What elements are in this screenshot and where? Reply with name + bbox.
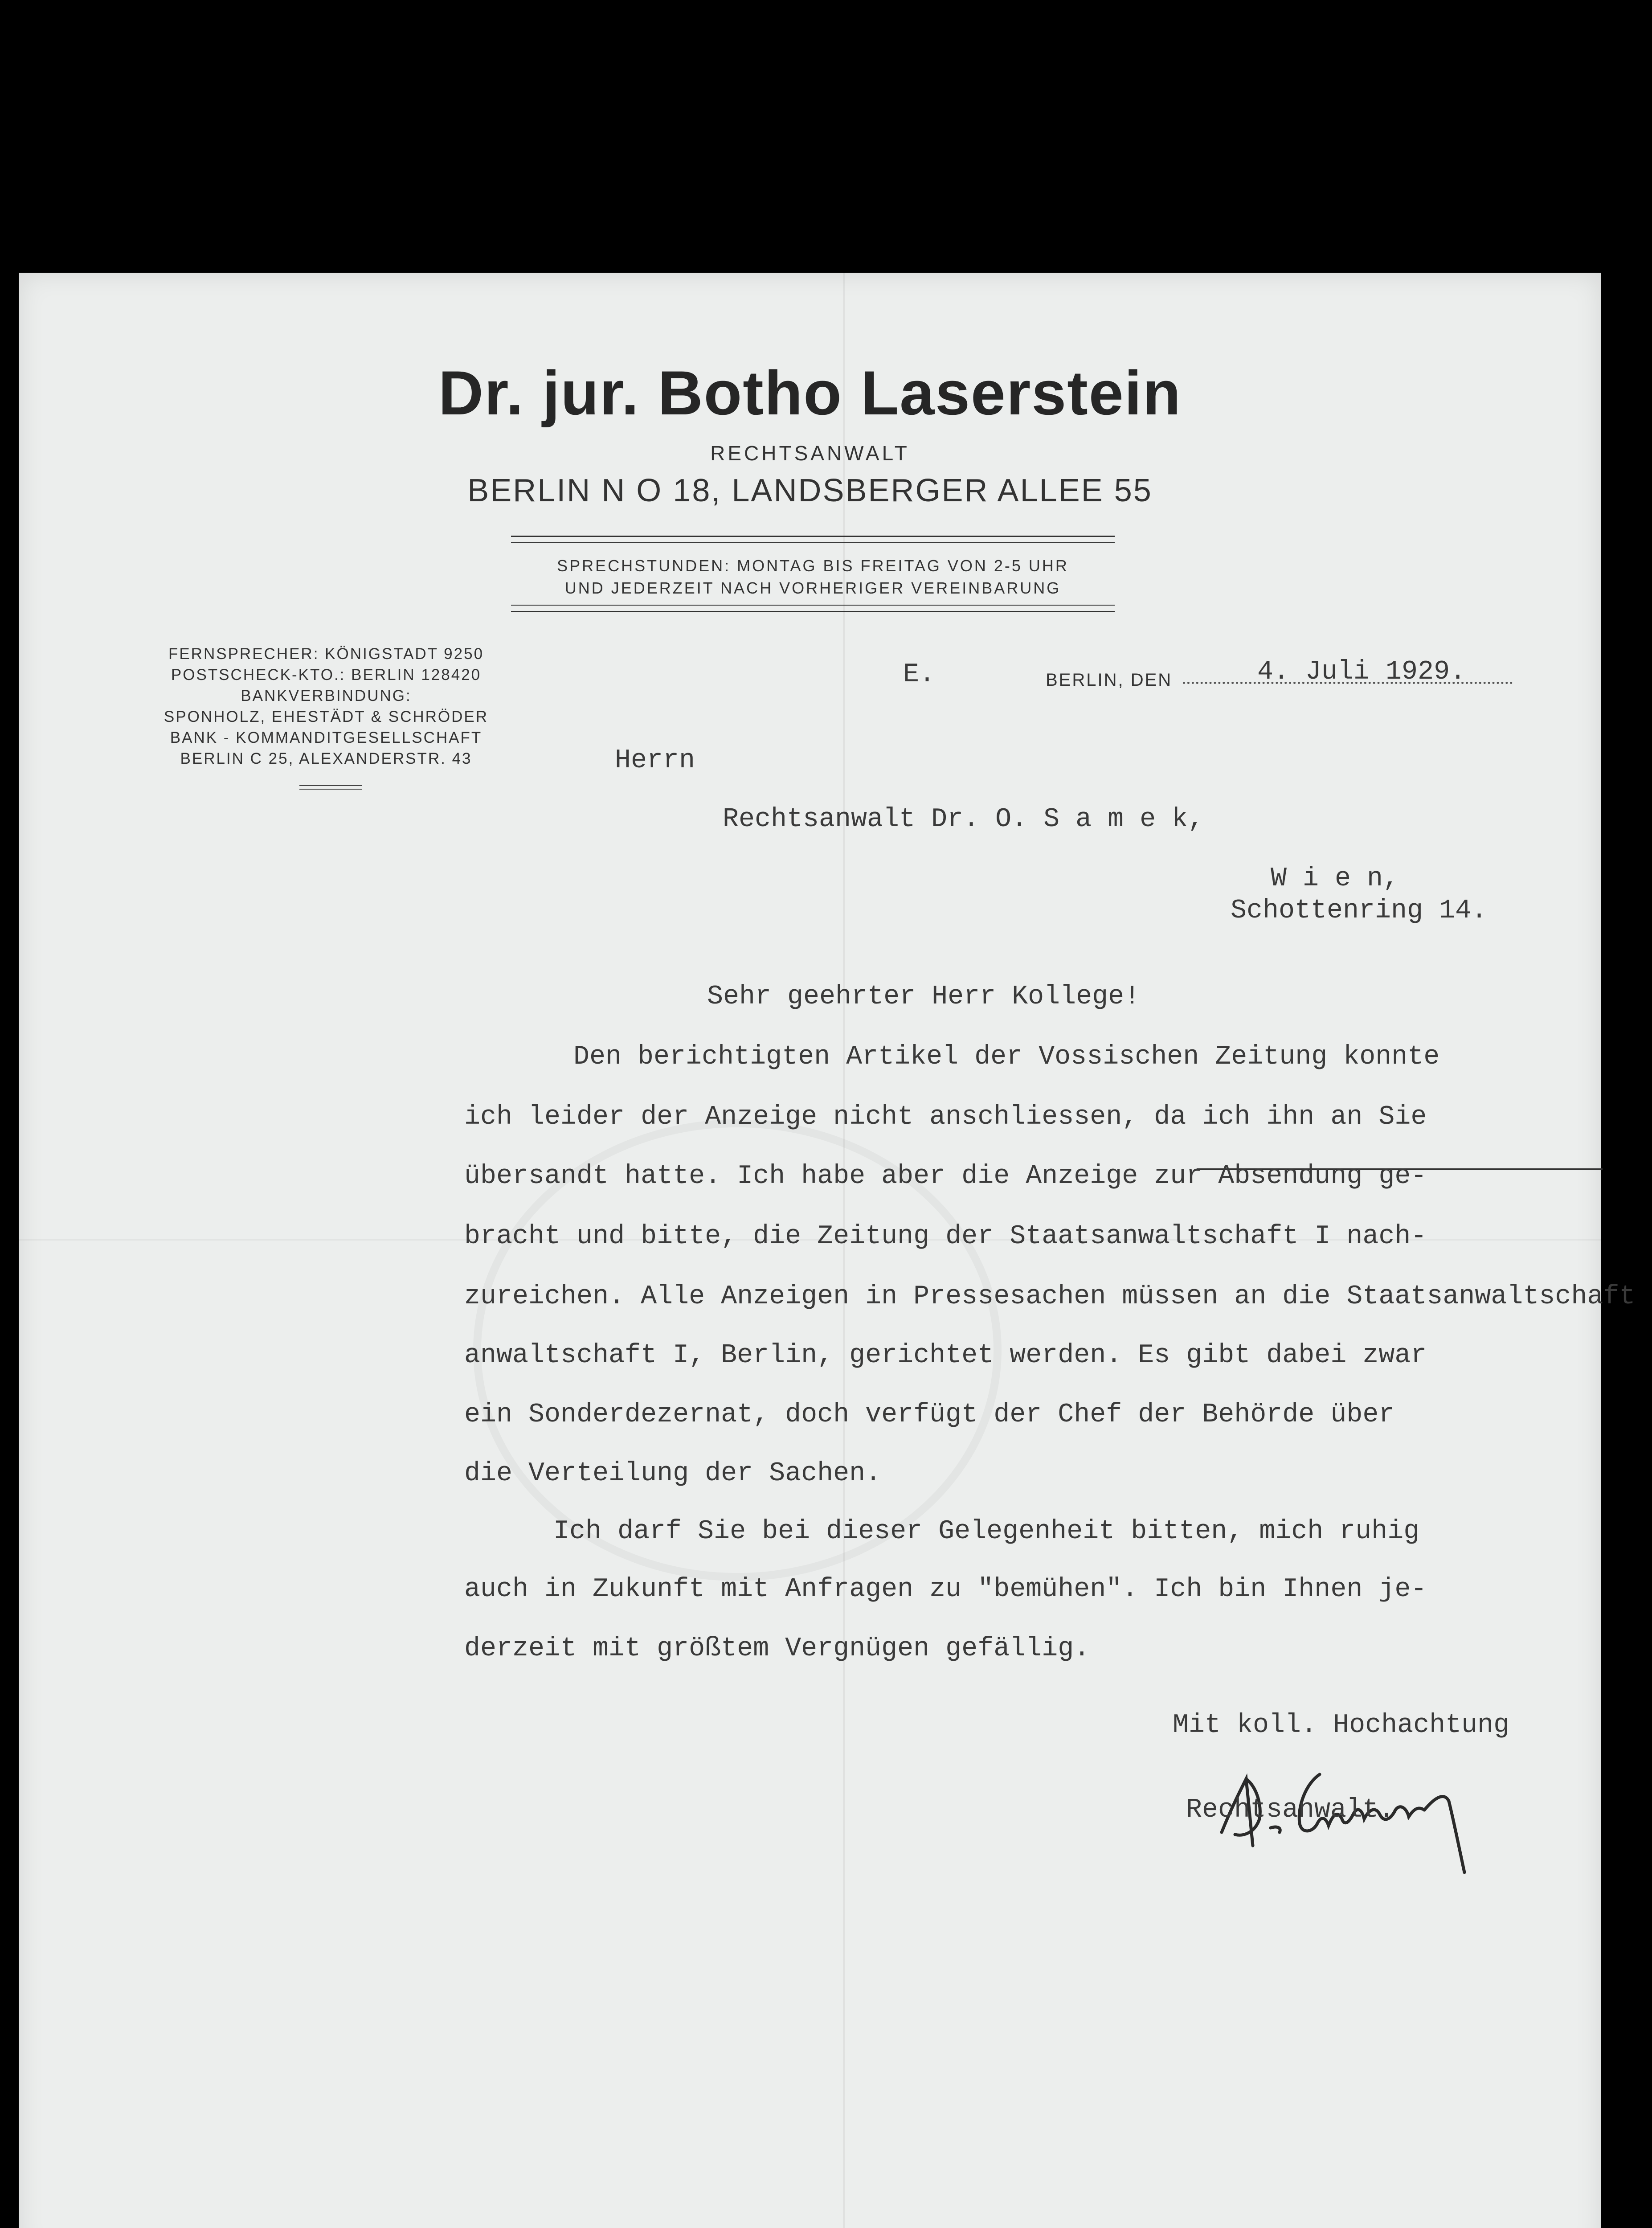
body-line: übersandt hatte. Ich habe aber die Anzeige zur Absendung ge- <box>464 1161 1427 1192</box>
office-hours-line-1: SPRECHSTUNDEN: MONTAG BIS FREITAG VON 2-5 UHR <box>557 557 1069 575</box>
contact-divider <box>299 785 362 790</box>
body-line: ein Sonderdezernat, doch verfügt der Chef der Behörde über <box>464 1400 1395 1430</box>
letter-closing: Mit koll. Hochachtung <box>1173 1710 1510 1741</box>
letterhead-name: Dr. jur. Botho Laserstein <box>438 358 1182 428</box>
contact-bank-type: BANK - KOMMANDITGESELLSCHAFT <box>170 729 483 746</box>
body-line: Den berichtigten Artikel der Vossischen Zeitung konnte <box>573 1042 1440 1072</box>
reference-mark: E. <box>903 659 936 690</box>
body-line: die Verteilung der Sachen. <box>464 1458 882 1489</box>
letter-greeting: Sehr geehrter Herr Kollege! <box>707 982 1141 1012</box>
faint-bleed-through <box>438 2095 470 2132</box>
letterhead-profession: RECHTSANWALT <box>710 442 910 465</box>
office-hours-box <box>511 536 1115 612</box>
letter-date: 4. Juli 1929. <box>1257 657 1466 687</box>
recipient-street: Schottenring 14. <box>1231 896 1488 926</box>
letter-paper <box>19 273 1636 2228</box>
body-line: ich leider der Anzeige nicht anschliessen, da ich ihn an Sie <box>464 1102 1427 1132</box>
body-line: anwaltschaft I, Berlin, gerichtet werden. Es gibt dabei zwar <box>464 1340 1427 1371</box>
letterhead-address: BERLIN N O 18, LANDSBERGER ALLEE 55 <box>467 473 1153 508</box>
contact-bank-address: BERLIN C 25, ALEXANDERSTR. 43 <box>180 750 472 767</box>
body-line: bracht und bitte, die Zeitung der Staatsanwaltschaft I nach- <box>464 1221 1427 1252</box>
body-line: auch in Zukunft mit Anfragen zu "bemühen". Ich bin Ihnen je- <box>464 1574 1427 1605</box>
recipient-salutation: Herrn <box>615 745 695 776</box>
contact-phone: FERNSPRECHER: KÖNIGSTADT 9250 <box>168 645 484 663</box>
contact-bank-name: SPONHOLZ, EHESTÄDT & SCHRÖDER <box>164 708 489 725</box>
recipient-name: Rechtsanwalt Dr. O. S a m e k, <box>723 804 1204 835</box>
contact-block <box>126 643 527 769</box>
contact-bank-heading: BANKVERBINDUNG: <box>241 687 412 704</box>
office-hours-line-2: UND JEDERZEIT NACH VORHERIGER VEREINBARUNG <box>564 579 1061 597</box>
recipient-city: W i e n, <box>1271 864 1399 894</box>
contact-postal-check: POSTSCHECK-KTO.: BERLIN 128420 <box>171 666 482 684</box>
signer-title: Rechtsanwalt. <box>1186 1795 1395 1825</box>
body-line: Ich darf Sie bei dieser Gelegenheit bitten, mich ruhig <box>553 1516 1420 1547</box>
body-line: derzeit mit größtem Vergnügen gefällig. <box>464 1634 1090 1664</box>
place-date-label: BERLIN, DEN <box>1046 670 1173 690</box>
body-line: zureichen. Alle Anzeigen in Pressesachen müssen an die Staatsanwaltschaft <box>464 1282 1636 1312</box>
